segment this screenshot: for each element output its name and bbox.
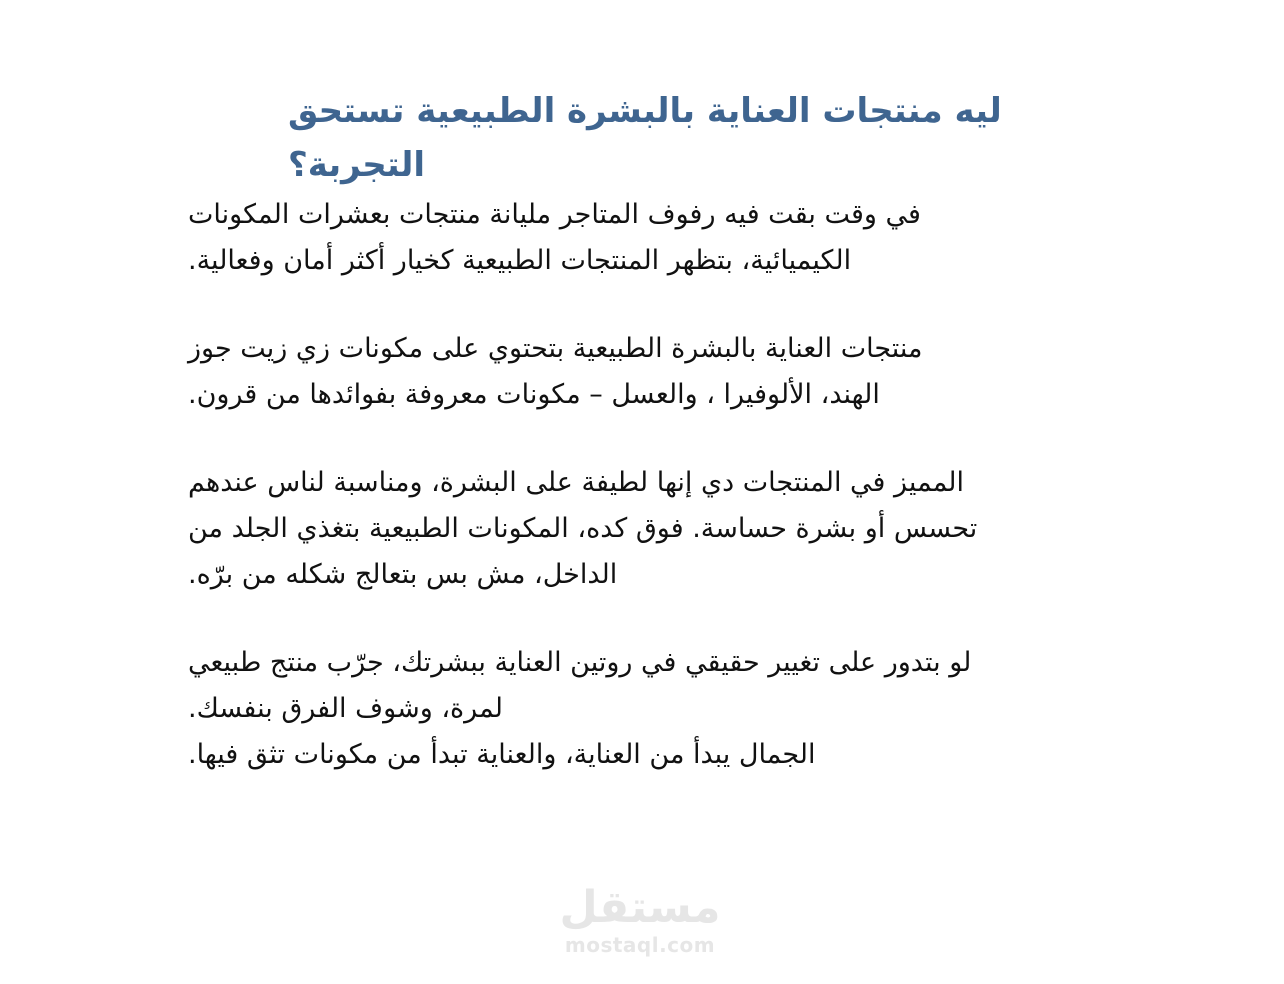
paragraph-line: لو بتدور على تغيير حقيقي في روتين العناية ببشرتك، جرّب منتج طبيعي (188, 647, 972, 678)
paragraph-line: الجمال يبدأ من العناية، والعناية تبدأ من مكونات تثق فيها. (188, 739, 816, 770)
paragraph-line: المميز في المنتجات دي إنها لطيفة على البشرة، ومناسبة لناس عندهم (188, 467, 965, 498)
paragraph-ingredients (188, 326, 1088, 418)
paragraph (188, 640, 1088, 778)
paragraph (188, 326, 1088, 418)
paragraph-closing (188, 640, 1088, 778)
paragraph-benefits (188, 460, 1088, 598)
article (188, 84, 1088, 778)
paragraph-line: الهند، الألوفيرا ، والعسل – مكونات معروفة بفوائدها من قرون. (188, 379, 880, 410)
watermark-arabic-logo: مستقل (559, 882, 721, 933)
paragraph (188, 192, 1088, 284)
paragraph-line: في وقت بقت فيه رفوف المتاجر مليانة منتجات بعشرات المكونات (188, 199, 921, 230)
paragraph (188, 460, 1088, 598)
article-title: ليه منتجات العناية بالبشرة الطبيعية تستحق التجربة؟ (288, 91, 1002, 185)
paragraph-line: الكيميائية، بتظهر المنتجات الطبيعية كخيار أكثر أمان وفعالية. (188, 245, 852, 276)
paragraph-line: الداخل، مش بس بتعالج شكله من برّه. (188, 559, 618, 590)
paragraph-intro (188, 192, 1088, 284)
watermark-url: mostaql.com (564, 933, 716, 957)
mostaql-watermark (540, 882, 740, 956)
paragraph-line: تحسس أو بشرة حساسة. فوق كده، المكونات الطبيعية بتغذي الجلد من (188, 513, 978, 544)
paragraph-line: لمرة، وشوف الفرق بنفسك. (188, 693, 503, 724)
paragraph-line: منتجات العناية بالبشرة الطبيعية بتحتوي على مكونات زي زيت جوز (188, 333, 923, 364)
